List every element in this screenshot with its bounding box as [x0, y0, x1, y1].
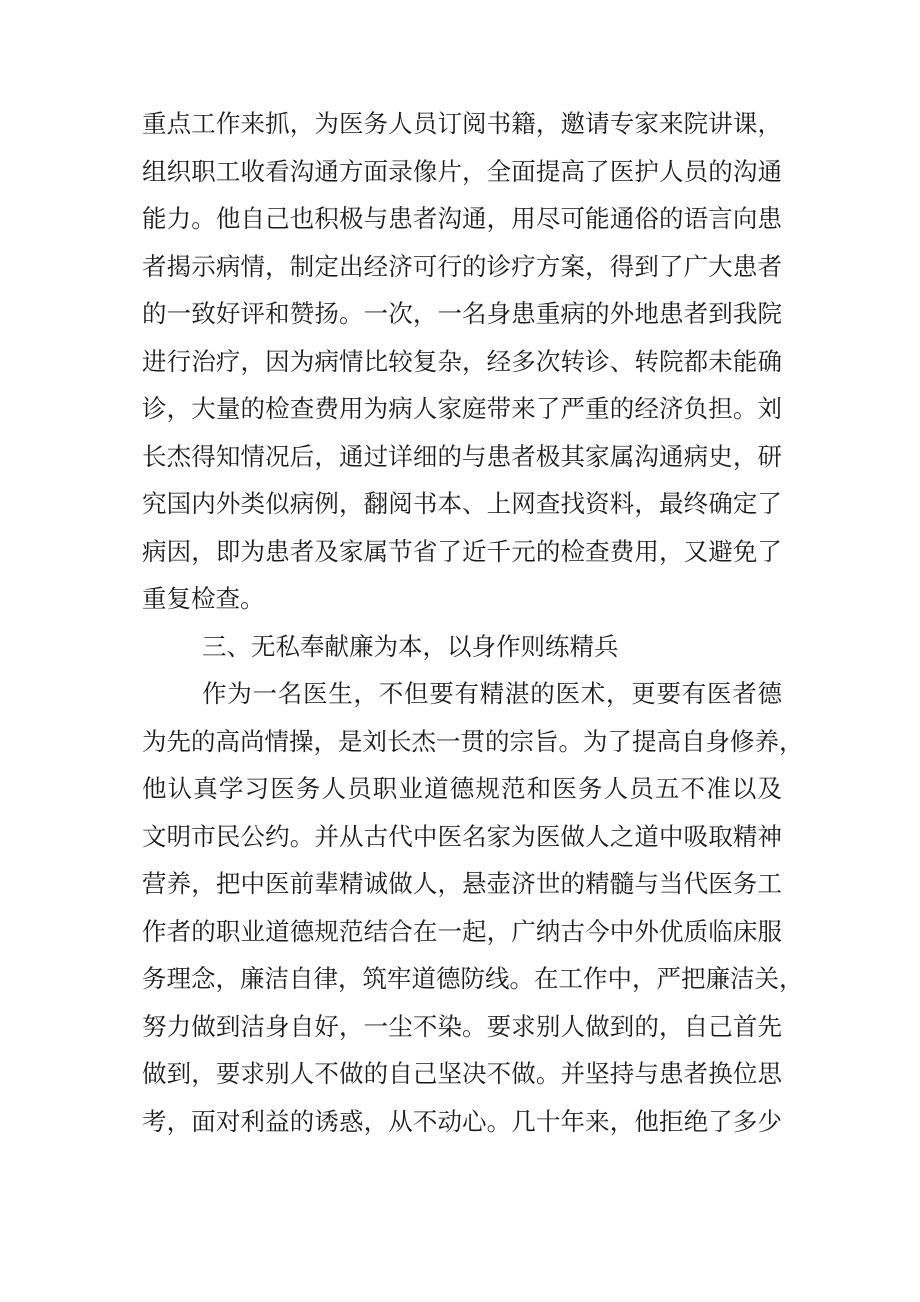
text-line: 的一致好评和赞扬。一次，一名身患重病的外地患者到我院 — [142, 299, 782, 328]
section-heading: 三、无私奉献廉为本，以身作则练精兵 — [202, 631, 619, 661]
text-line: 营养，把中医前辈精诚做人，悬壶济世的精髓与当代医务工 — [142, 869, 782, 898]
text-line: 进行治疗，因为病情比较复杂，经多次转诊、转院都未能确 — [142, 346, 782, 376]
text-line: 病因，即为患者及家属节省了近千元的检查费用，又避免了 — [142, 536, 782, 566]
text-line: 能力。他自己也积极与患者沟通，用尽可能通俗的语言向患 — [142, 204, 782, 233]
text-line: 诊，大量的检查费用为病人家庭带来了严重的经济负担。刘 — [142, 394, 782, 423]
text-line: 考，面对利益的诱惑，从不动心。几十年来，他拒绝了多少 — [142, 1106, 782, 1136]
text-line: 作为一名医生，不但要有精湛的医术，更要有医者德 — [202, 679, 782, 708]
text-line: 务理念，廉洁自律，筑牢道德防线。在工作中，严把廉洁关， — [142, 964, 804, 993]
text-line: 为先的高尚情操，是刘长杰一贯的宗旨。为了提高自身修养， — [142, 726, 804, 756]
text-line: 重点工作来抓，为医务人员订阅书籍，邀请专家来院讲课， — [142, 109, 782, 138]
text-line: 努力做到洁身自好，一尘不染。要求别人做到的，自己首先 — [142, 1011, 782, 1041]
body-text — [142, 100, 804, 1145]
text-line: 作者的职业道德规范结合在一起，广纳古今中外优质临床服 — [142, 916, 782, 946]
text-line: 者揭示病情，制定出经济可行的诊疗方案，得到了广大患者 — [142, 251, 782, 281]
text-line: 组织职工收看沟通方面录像片，全面提高了医护人员的沟通 — [142, 156, 782, 186]
text-line: 文明市民公约。并从古代中医名家为医做人之道中吸取精神 — [142, 821, 782, 851]
text-line: 长杰得知情况后，通过详细的与患者极其家属沟通病史，研 — [142, 441, 782, 471]
text-line: 重复检查。 — [142, 584, 265, 613]
text-line: 他认真学习医务人员职业道德规范和医务人员五不准以及 — [142, 774, 782, 803]
text-line: 做到，要求别人不做的自己坚决不做。并坚持与患者换位思 — [142, 1059, 782, 1088]
text-line: 究国内外类似病例，翻阅书本、上网查找资料，最终确定了 — [142, 489, 782, 518]
